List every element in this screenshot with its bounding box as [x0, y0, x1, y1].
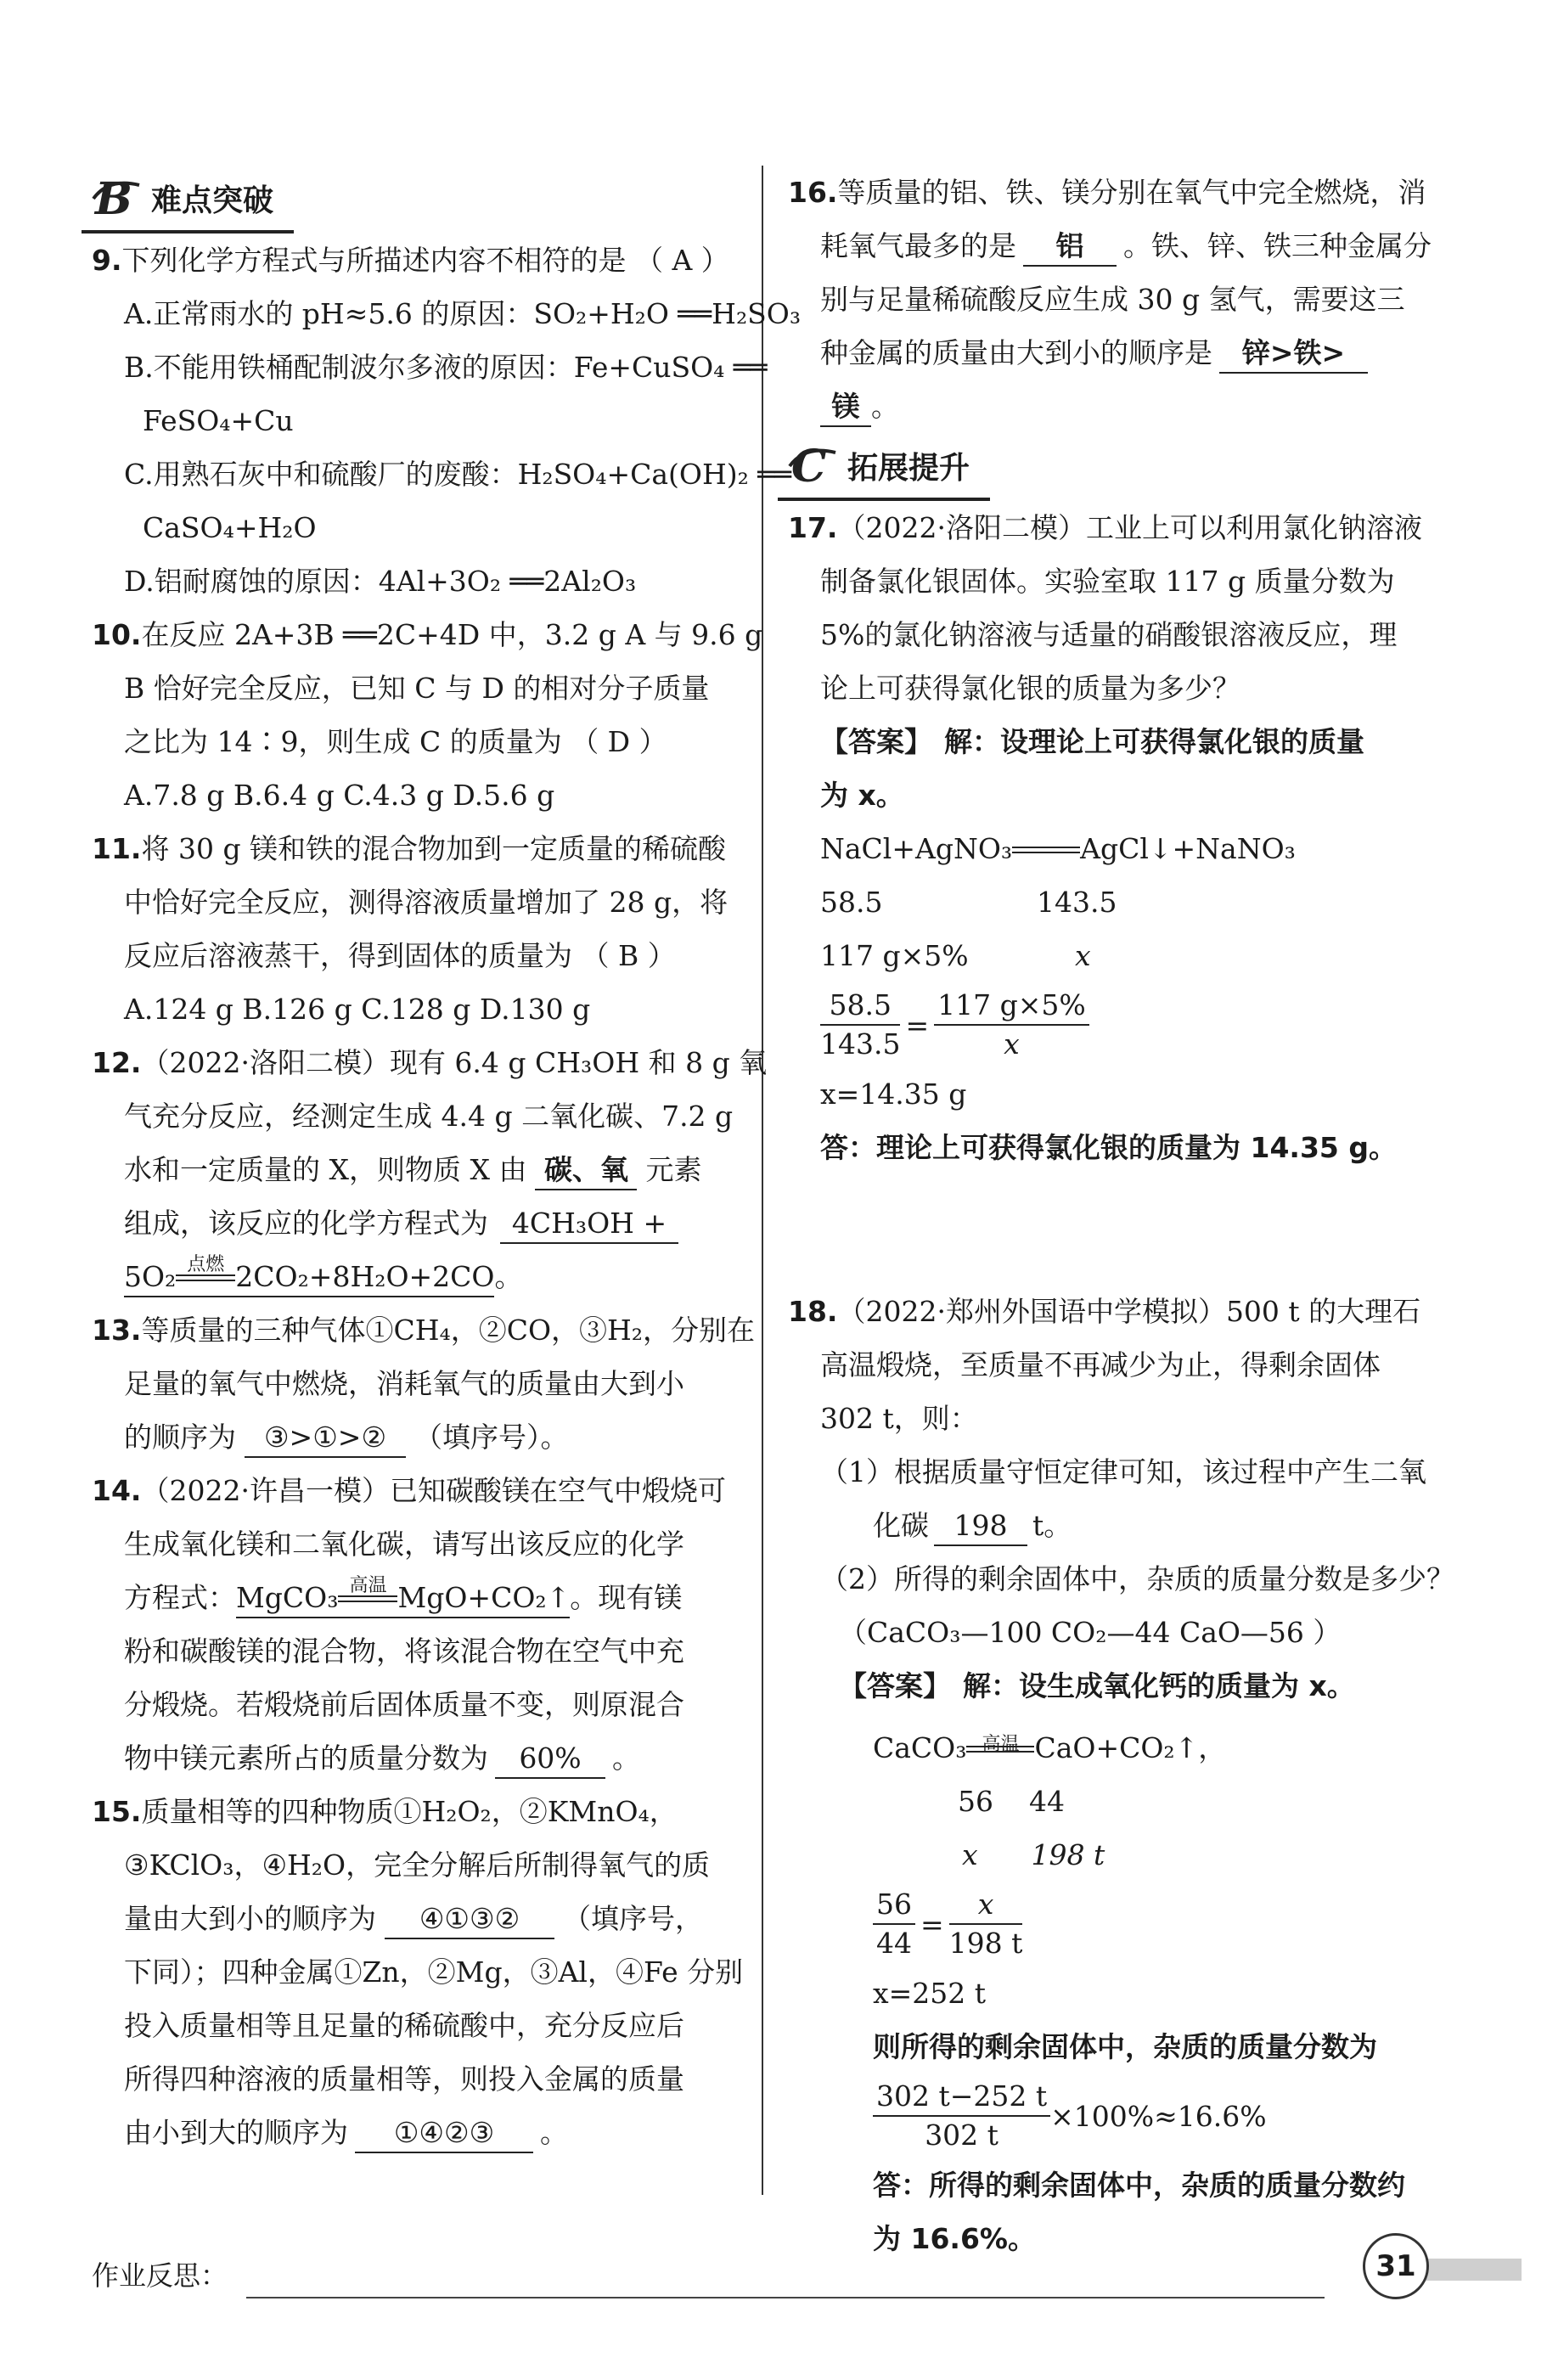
q9-number: 9.: [92, 244, 122, 277]
q18-frac3-den: 302 t: [925, 2118, 999, 2152]
q12-line3-end: 元素: [645, 1153, 702, 1186]
q15-answer-oxygen-order: ④①③②: [385, 1900, 554, 1939]
q18-part2-masses: （CaCO₃—100 CO₂—44 CaO—56 ）: [839, 1616, 1342, 1649]
q14-line3-text: 方程式：: [124, 1581, 236, 1614]
q14-line2: 生成氧化镁和二氧化碳，请写出该反应的化学: [124, 1528, 684, 1561]
q18-percent-calc: [788, 2073, 1433, 2158]
q17-mass-row1: [788, 875, 1433, 929]
q10-text: 在反应 2A+3B ══2C+4D 中，3.2 g A 与 9.6 g: [141, 618, 763, 651]
q17-answer-line1: [788, 715, 1433, 768]
q18-answer-tag: 【答案】: [839, 1669, 951, 1702]
q17-proportion: [788, 982, 1433, 1067]
q14-line4: 粉和碳酸镁的混合物，将该混合物在空气中充: [124, 1634, 684, 1668]
q17-mass-nacl: 58.5: [820, 886, 883, 919]
spacer: [788, 1174, 1433, 1285]
q14-line3: [92, 1571, 737, 1624]
q17-text: （2022·洛阳二模）工业上可以利用氯化钠溶液: [837, 511, 1422, 544]
q17-given: 117 g×5%: [820, 939, 969, 972]
q14-eq-right: MgO+CO₂↑: [397, 1581, 571, 1614]
q18-result: x=252 t: [873, 1977, 986, 2010]
q11-line3: 反应后溶液蒸干，得到固体的质量为 （ B ）: [124, 939, 676, 972]
q18-equation: [788, 1721, 1433, 1775]
q9-option-a: A.正常雨水的 pH≈5.6 的原因：SO₂+H₂O ══H₂SO₃: [124, 297, 802, 330]
q17-line3: 5%的氯化钠溶液与适量的硝酸银溶液反应，理: [820, 618, 1398, 651]
q18-mass-row1: 56 44: [958, 1785, 1065, 1818]
q14-line6-text: 物中镁元素所占的质量分数为: [124, 1741, 488, 1775]
page-number-bar: [1420, 2259, 1522, 2281]
q15-line3-text: 量由大到小的顺序为: [124, 1902, 376, 1935]
q18-frac2-num: x: [949, 1886, 1023, 1925]
q16-line3: 别与足量稀硫酸反应生成 30 g 氢气，需要这三: [820, 283, 1405, 316]
q10-options: A.7.8 g B.6.4 g C.4.3 g D.5.6 g: [124, 779, 555, 812]
q14-line3-end: 。现有镁: [570, 1581, 683, 1614]
q16-line2-text: 耗氧气最多的是: [820, 229, 1016, 262]
q16-line4-text: 种金属的质量由大到小的顺序是: [820, 336, 1212, 369]
q18-answer-line1: [788, 1659, 1433, 1713]
q16-line4: [788, 326, 1433, 380]
q18-equals: =: [920, 1907, 944, 1941]
q16-line2-end: 。铁、锌、铁三种金属分: [1123, 229, 1432, 262]
q15-line3: [92, 1892, 737, 1945]
q16-line5-end: 。: [871, 390, 899, 423]
q14-eq-sign: [338, 1575, 397, 1608]
q10-number: 10.: [92, 618, 142, 651]
q9-option-c: C.用熟石灰中和硫酸厂的废酸：H₂SO₄+Ca(OH)₂ ══: [124, 458, 792, 491]
q12-line5: [92, 1250, 737, 1303]
q17-final-answer: 答：理论上可获得氯化银的质量为 14.35 g。: [820, 1131, 1397, 1164]
q11-text: 将 30 g 镁和铁的混合物加到一定质量的稀硫酸: [141, 832, 727, 865]
q18-proportion: [788, 1882, 1433, 1966]
q12-line1: [92, 1036, 768, 1089]
q18-mass-row2: x 198 t: [962, 1838, 1105, 1871]
q12-answer-equation-part1: 4CH₃OH +: [500, 1205, 678, 1244]
q17-line2: 制备氯化银固体。实验室取 117 g 质量分数为: [820, 565, 1395, 598]
q12-eq-condition: 点燃: [187, 1254, 225, 1275]
q13-line1: [92, 1303, 756, 1357]
q17-line1: [788, 501, 1433, 554]
q15-line7-end: 。: [540, 2116, 568, 2149]
q12-eq-left: 5O₂: [124, 1260, 177, 1293]
section-title-difficult: 难点突破: [151, 183, 274, 218]
q9-option-d: D.铝耐腐蚀的原因：4Al+3O₂ ══2Al₂O₃: [124, 565, 637, 598]
q14-line6: [92, 1731, 737, 1785]
q18-answer-co2: 198: [934, 1507, 1027, 1546]
q15-line4: 下同）；四种金属①Zn，②Mg，③Al，④Fe 分别: [124, 1955, 744, 1989]
q14-text: （2022·许昌一模）已知碳酸镁在空气中煅烧可: [141, 1474, 726, 1507]
q17-eq-left: NaCl+AgNO₃: [820, 832, 1013, 865]
q16-line5: [788, 380, 1433, 433]
q15-line1: [92, 1785, 737, 1838]
q17-number: 17.: [788, 511, 838, 544]
q18-part1-unit: t。: [1032, 1509, 1072, 1542]
q16-line2: [788, 219, 1433, 273]
q12-line4-text: 组成，该反应的化学方程式为: [124, 1207, 488, 1240]
q13-line3-end: （填序号）。: [414, 1421, 569, 1454]
q12-line3: [92, 1143, 737, 1196]
q11-line1: [92, 822, 737, 875]
q12-eq-sign: [176, 1254, 235, 1287]
q17-unknown: x: [1075, 939, 1091, 972]
q14-answer-percent: 60%: [495, 1740, 605, 1779]
q17-equals: =: [905, 1008, 930, 1042]
q12-answer-equation-part2: [124, 1254, 495, 1297]
q14-line5: 分煅烧。若煅烧前后固体质量不变，则原混合: [124, 1688, 684, 1721]
svg-text:C: C: [791, 441, 827, 490]
q9-option-c-cont: CaSO₄+H₂O: [143, 511, 317, 544]
q14-line6-end: 。: [612, 1741, 640, 1775]
q17-line4: 论上可获得氯化银的质量为多少？: [820, 672, 1240, 705]
q12-answer-elements: 碳、氧: [535, 1151, 637, 1190]
q18-text: （2022·郑州外国语中学模拟）500 t 的大理石: [837, 1295, 1421, 1328]
q10-line1: [92, 608, 763, 661]
q17-eq-right: AgCl↓+NaNO₃: [1080, 832, 1296, 865]
q18-part1-cont: [788, 1499, 1433, 1552]
q15-text: 质量相等的四种物质①H₂O₂，②KMnO₄，: [141, 1795, 678, 1828]
q18-frac3-num: 302 t−252 t: [873, 2078, 1050, 2117]
q18-part2: （2）所得的剩余固体中，杂质的质量分数是多少？: [820, 1562, 1454, 1595]
homework-reflection-line: [246, 2297, 1325, 2298]
q18-eq-sign: [966, 1734, 1034, 1758]
q9-option-b: B.不能用铁桶配制波尔多液的原因：Fe+CuSO₄ ══: [124, 351, 768, 384]
q17-frac2-den: x: [1004, 1027, 1020, 1061]
q18-number: 18.: [788, 1295, 838, 1328]
q18-frac2-den: 198 t: [948, 1927, 1023, 1960]
q10-line3: 之比为 14∶9，则生成 C 的质量为 （ D ）: [124, 725, 667, 758]
q15-line7: [92, 2106, 737, 2159]
q17-frac1-num: 58.5: [820, 987, 900, 1026]
q17-fraction-left: [820, 987, 900, 1063]
q15-line3-end: （填序号，: [563, 1902, 703, 1935]
section-title-expand: 拓展提升: [847, 450, 970, 486]
q15-line5: 投入质量相等且足量的稀硫酸中，充分反应后: [124, 2009, 684, 2042]
svg-text:B: B: [95, 173, 132, 222]
q14-line1: [92, 1464, 737, 1517]
q18-solution-line: 则所得的剩余固体中，杂质的质量分数为: [873, 2030, 1377, 2063]
q12-line4: [92, 1196, 737, 1250]
q14-eq-condition: 高温: [349, 1575, 387, 1596]
q17-frac1-den: 143.5: [820, 1027, 901, 1061]
section-header-expand: [788, 433, 1433, 498]
q18-frac1-num: 56: [873, 1886, 915, 1925]
q12-eq-right: 2CO₂+8H₂O+2CO: [235, 1260, 495, 1293]
q18-final-answer-line2: 为 16.6%。: [873, 2222, 1036, 2255]
section-c-logo-icon: [788, 441, 841, 490]
q13-text: 等质量的三种气体①CH₄，②CO，③H₂，分别在: [141, 1314, 756, 1347]
q18-part1: （1）根据质量守恒定律可知，该过程中产生二氧: [820, 1455, 1426, 1488]
q12-line5-end: 。: [494, 1260, 523, 1293]
left-column: [92, 166, 802, 2159]
q12-number: 12.: [92, 1046, 142, 1079]
q18-percent-result: ×100%≈16.6%: [1050, 2099, 1267, 2133]
q15-line6: 所得四种溶液的质量相等，则投入金属的质量: [124, 2062, 684, 2096]
section-header-difficult: [92, 166, 737, 230]
q16-number: 16.: [788, 176, 838, 209]
q18-fraction-right: [949, 1886, 1023, 1962]
q18-eq-left: CaCO₃: [873, 1731, 967, 1764]
q14-answer-equation: [236, 1575, 571, 1618]
q17-mass-agcl: 143.5: [1037, 886, 1117, 919]
q13-number: 13.: [92, 1314, 142, 1347]
q12-text: （2022·洛阳二模）现有 6.4 g CH₃OH 和 8 g 氧: [141, 1046, 768, 1079]
q16-answer-order: 锌>铁>: [1219, 335, 1368, 374]
q11-line2: 中恰好完全反应，测得溶液质量增加了 28 g，将: [124, 886, 728, 919]
q9-option-b-cont: FeSO₄+Cu: [143, 404, 294, 437]
q9-text: 下列化学方程式与所描述内容不相符的是 （ A ）: [121, 244, 729, 277]
q14-eq-left: MgCO₃: [236, 1581, 339, 1614]
q18-fraction-left: [873, 1886, 915, 1962]
q17-answer-text: 解：设理论上可获得氯化银的质量: [944, 725, 1364, 758]
q13-line2: 足量的氧气中燃烧，消耗氧气的质量由大到小: [124, 1367, 684, 1400]
q16-text: 等质量的铝、铁、镁分别在氧气中完全燃烧，消: [837, 176, 1426, 209]
q13-answer: ③>①>②: [245, 1419, 406, 1458]
q18-fraction-percent: [873, 2078, 1050, 2154]
q18-line3: 302 t，则：: [820, 1402, 978, 1435]
q17-answer-tag: 【答案】: [820, 725, 932, 758]
q12-line2: 气充分反应，经测定生成 4.4 g 二氧化碳、7.2 g: [124, 1100, 734, 1133]
q16-answer-aluminum: 铝: [1023, 228, 1117, 267]
q17-eq-sign: [1012, 842, 1080, 859]
q17-result: x=14.35 g: [820, 1077, 967, 1111]
q18-final-answer-line1: 答：所得的剩余固体中，杂质的质量分数约: [873, 2169, 1405, 2202]
q15-answer-metal-order: ①④②③: [355, 2114, 533, 2153]
q18-frac1-den: 44: [876, 1927, 912, 1960]
q11-number: 11.: [92, 832, 142, 865]
q9-stem: [92, 233, 737, 287]
page-number: 31: [1363, 2233, 1429, 2299]
q17-mass-row2: [788, 929, 1433, 982]
q18-part1-text: 化碳: [873, 1509, 929, 1542]
q18-line2: 高温煅烧，至质量不再减少为止，得剩余固体: [820, 1348, 1381, 1381]
homework-reflection-label: 作业反思：: [92, 2259, 228, 2292]
q15-number: 15.: [92, 1795, 142, 1828]
q13-line3: [92, 1410, 737, 1464]
q17-answer-line2: 为 x。: [820, 779, 904, 812]
q18-eq-condition: 高温: [982, 1734, 1020, 1755]
section-b-logo-icon: [92, 173, 144, 222]
q18-line1: [788, 1285, 1433, 1338]
q17-frac2-num: 117 g×5%: [934, 987, 1089, 1026]
q16-line1: [788, 166, 1433, 219]
q12-line3-text: 水和一定质量的 X，则物质 X 由: [124, 1153, 527, 1186]
q17-fraction-right: [934, 987, 1089, 1063]
q10-line2: B 恰好完全反应，已知 C 与 D 的相对分子质量: [124, 672, 710, 705]
q15-line7-text: 由小到大的顺序为: [124, 2116, 348, 2149]
q15-line2: ③KClO₃，④H₂O，完全分解后所制得氧气的质: [124, 1848, 711, 1882]
q18-answer-text: 解：设生成氧化钙的质量为 x。: [963, 1669, 1355, 1702]
q17-equation: [788, 822, 1433, 875]
right-column: [788, 166, 1454, 2265]
q13-line3-text: 的顺序为: [124, 1421, 236, 1454]
q16-answer-order-cont: 镁: [820, 388, 871, 427]
q11-options: A.124 g B.126 g C.128 g D.130 g: [124, 993, 591, 1026]
q18-eq-right: CaO+CO₂↑，: [1034, 1731, 1227, 1764]
q14-number: 14.: [92, 1474, 142, 1507]
